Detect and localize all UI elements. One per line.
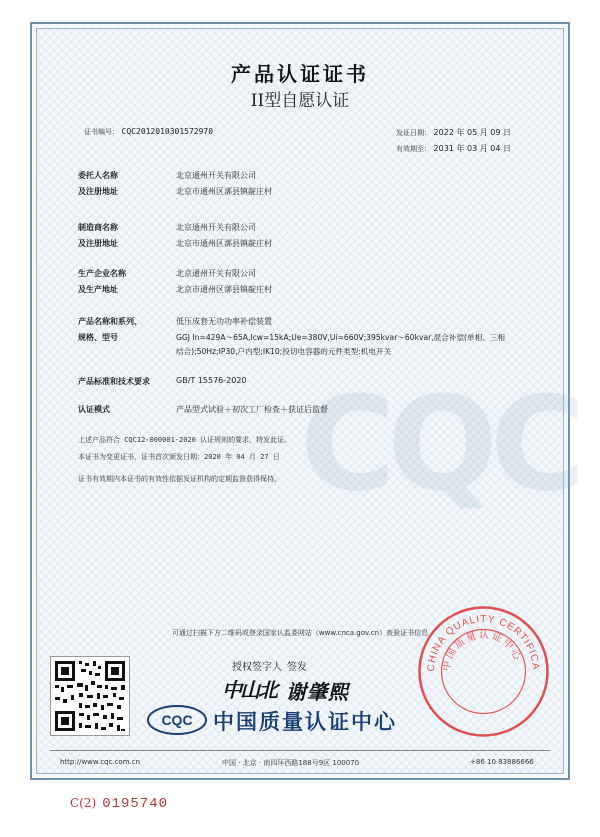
serial-number [70, 796, 168, 812]
field-value: 北京市通州区漷县镇靛庄村 [176, 239, 272, 248]
qr-note: 可通过扫描下方二维码或登录国家认监委网站（www.cnca.gov.cn）查验证书信息 [171, 629, 429, 637]
issuer-signature: 谢肇熙 [286, 680, 349, 704]
certificate-subtitle: II型自愿认证 [250, 91, 350, 111]
field-label: 委托人名称 [78, 171, 118, 180]
serial-prefix: C(2) [70, 796, 97, 810]
cert-number-row [84, 127, 213, 137]
field-value: 北京市通州区漷县镇靛庄村 [176, 187, 272, 196]
footer-tel: +86 10 83886666 [470, 758, 534, 766]
field-value: 北京通州开关有限公司 [176, 171, 256, 180]
field-label: 产品标准和技术要求 [78, 377, 150, 386]
seal-icon [416, 604, 551, 739]
seal-inner-text: 中国质量认证中心 [441, 629, 524, 672]
cert-number-label: 证书编号： [84, 128, 119, 136]
seal-outer-text: CHINA QUALITY CERTIFICA [425, 613, 542, 672]
issuer-label: 签发 [287, 662, 307, 673]
field-value: GGJ In=429A～65A,Icw=15kA;Ue=380V,Ui=660V;395kvar～60kvar,混合补偿(单相、三相 [176, 333, 505, 342]
footer-address: 中国 · 北京 · 南四环西路188号9区 100070 [222, 759, 360, 767]
footer-website[interactable]: http://www.cqc.com.cn [60, 758, 141, 766]
field-value: 北京通州开关有限公司 [176, 223, 256, 232]
authorized-signature: 中山北 [222, 678, 276, 702]
valid-until-date: 2031 年 03 月 04 日 [433, 144, 511, 153]
cqc-logo [147, 705, 207, 735]
field-value: 产品型式试验＋初次工厂检查＋获证后监督 [176, 405, 328, 414]
footer-divider [50, 750, 550, 751]
field-value: 北京通州开关有限公司 [176, 269, 256, 278]
field-value: 结合);50Hz;IP30,户内型;IK10;投切电容器的元件类型:机电开关 [176, 347, 392, 356]
cqc-watermark [300, 368, 578, 520]
valid-until-row [396, 143, 511, 154]
issue-date-label: 发证日期： [396, 129, 431, 137]
official-seal [416, 604, 551, 739]
valid-until-label: 有效期至： [396, 145, 431, 153]
issue-date-row [396, 127, 511, 138]
cqc-logo-icon [147, 705, 207, 735]
field-label: 规格、型号 [78, 333, 118, 342]
serial-digits: 0195740 [102, 796, 168, 812]
field-label: 认证模式 [78, 405, 110, 414]
field-label: 生产企业名称 [78, 269, 126, 278]
issue-date: 2022 年 05 月 09 日 [433, 128, 511, 137]
statement-line: 本证书为变更证书，证书首次颁发日期：2020 年 04 月 27 日 [78, 453, 280, 461]
cert-number: CQC2012010301572970 [121, 127, 214, 136]
qr-code-icon [51, 657, 129, 735]
field-label: 制造商名称 [78, 223, 118, 232]
field-value: 北京市通州区漷县镇靛庄村 [176, 285, 272, 294]
statement-line: 上述产品符合 CQC12-000001-2020 认证规则的要求，特发此证。 [78, 436, 292, 444]
field-label: 及生产地址 [78, 285, 118, 294]
authorized-signatory-label: 授权签字人 [232, 662, 282, 673]
field-label: 产品名称和系列、 [78, 317, 142, 326]
watermark-text: CQC [300, 368, 578, 520]
field-label: 及注册地址 [78, 239, 118, 248]
qr-code[interactable] [50, 656, 130, 736]
certificate-title: 产品认证证书 [231, 62, 369, 86]
issuer-name: 中国质量认证中心 [213, 710, 397, 734]
field-value: GB/T 15576-2020 [176, 376, 247, 385]
field-label: 及注册地址 [78, 187, 118, 196]
statement-line: 证书有效期内本证书的有效性依据发证机构的定期监督获得保持。 [78, 475, 281, 483]
field-value: 低压成套无功功率补偿装置 [176, 317, 272, 326]
logo-text: CQC [161, 712, 193, 728]
